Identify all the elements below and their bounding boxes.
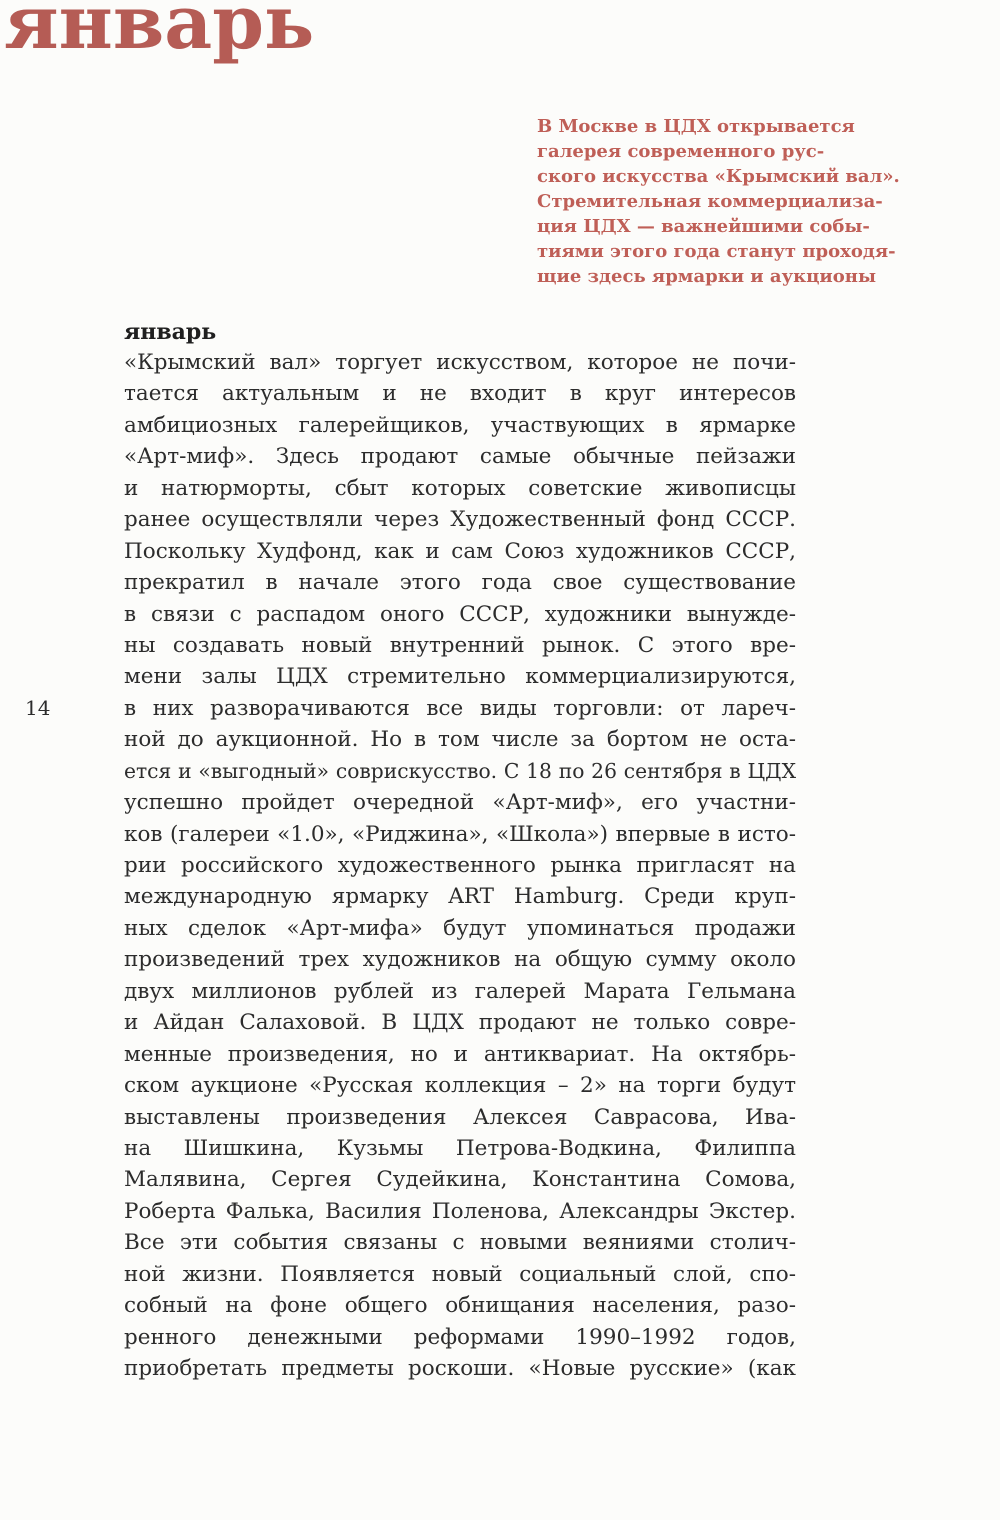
body-text-line: «Арт-миф». Здесь продают самые обычные пейзажи <box>124 444 796 470</box>
body-text-line: на Шишкина, Кузьмы Петрова-Водкина, Филиппа <box>124 1135 796 1161</box>
body-text-line: прекратил в начале этого года свое существование <box>124 570 796 596</box>
body-text-line: Поскольку Худфонд, как и сам Союз художников СССР, <box>124 538 796 564</box>
body-text-line: двух миллионов рублей из галерей Марата Гельмана <box>124 978 796 1004</box>
body-text-line: рии российского художественного рынка пригласят на <box>124 853 796 878</box>
body-text-line: приобретать предметы роскоши. «Новые русские» (как <box>124 1356 796 1381</box>
body-text-line: амбициозных галерейщиков, участвующих в ярмарке <box>124 412 796 438</box>
body-text-line: и натюрморты, сбыт которых советские живописцы <box>124 475 796 501</box>
body-text-line: ется и «выгодный» соврискусство. С 18 по 26 сентября в ЦДХ <box>124 758 796 783</box>
body-text-line: тается актуальным и не входит в круг интересов <box>124 381 796 407</box>
sidebar-note-line: галерея современного рус- <box>537 141 825 162</box>
body-text-line: Малявина, Сергея Судейкина, Константина Сомова, <box>124 1167 796 1193</box>
body-text-line: выставлены произведения Алексея Саврасова, Ива- <box>124 1104 796 1130</box>
sidebar-note-line: ция ЦДХ — важнейшими собы- <box>537 216 870 237</box>
body-text-line: «Крымский вал» торгует искусством, которое не почи- <box>124 350 796 375</box>
body-text-line: Роберта Фалька, Василия Поленова, Александры Экстер. <box>124 1198 796 1224</box>
body-text-line: успешно пройдет очередной «Арт-миф», его участни- <box>124 790 796 816</box>
body-text-line: ков (галереи «1.0», «Риджина», «Школа») впервые в исто- <box>124 821 796 847</box>
body-text-line: ной до аукционной. Но в том числе за бортом не оста- <box>124 727 796 753</box>
body-text-line: Все эти события связаны с новыми веяниями столич- <box>124 1230 796 1256</box>
body-text-line: мени залы ЦДХ стремительно коммерциализируются, <box>124 664 796 690</box>
body-text-line: ной жизни. Появляется новый социальный слой, спо- <box>124 1261 796 1287</box>
sidebar-note-line: тиями этого года станут проходя- <box>537 241 896 262</box>
body-text-line: ранее осуществляли через Художественный фонд СССР. <box>124 507 796 533</box>
sidebar-note-line: ского искусства «Крымский вал». <box>537 166 900 187</box>
body-text-line: собный на фоне общего обнищания населения, разо- <box>124 1293 796 1319</box>
body-text-line: международную ярмарку ART Hamburg. Среди круп- <box>124 884 796 910</box>
body-text-line: ны создавать новый внутренний рынок. С этого вре- <box>124 632 796 658</box>
sidebar-note <box>537 114 917 289</box>
sidebar-note-line: Стремительная коммерциализа- <box>537 191 883 212</box>
body-text-line: менные произведения, но и антиквариат. На октябрь- <box>124 1041 796 1067</box>
sidebar-note-line: В Москве в ЦДХ открывается <box>537 116 855 137</box>
body-text-line: и Айдан Салаховой. В ЦДХ продают не только совре- <box>124 1010 796 1036</box>
body-text-line: в них разворачиваются все виды торговли: от лареч- <box>124 695 796 721</box>
body-text-line: в связи с распадом оного СССР, художники вынужде- <box>124 601 796 627</box>
sidebar-note-line: щие здесь ярмарки и аукционы <box>537 266 876 287</box>
body-text-line: ском аукционе «Русская коллекция – 2» на торги будут <box>124 1073 796 1099</box>
section-heading: январь <box>124 319 217 345</box>
body-text-line: произведений трех художников на общую сумму около <box>124 947 796 973</box>
body-text-line: ных сделок «Арт-мифа» будут упоминаться продажи <box>124 915 796 941</box>
body-text-line: ренного денежными реформами 1990–1992 годов, <box>124 1324 796 1350</box>
page-number: 14 <box>25 696 51 720</box>
month-title: январь <box>4 0 315 66</box>
article-body <box>124 347 796 1384</box>
